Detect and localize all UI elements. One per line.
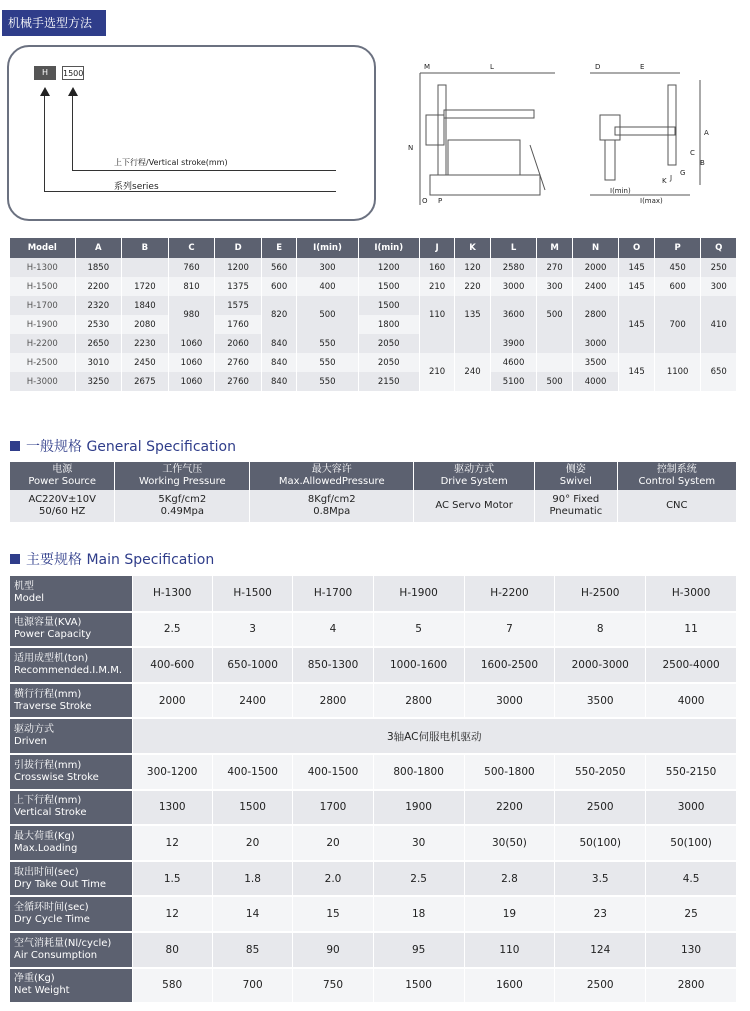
cell: 1200 bbox=[358, 258, 419, 277]
spec-value: 2.5 bbox=[373, 861, 464, 897]
spec-value: H-1700 bbox=[293, 576, 373, 612]
th: N bbox=[572, 238, 619, 258]
th: L bbox=[490, 238, 537, 258]
cell: 1720 bbox=[122, 277, 169, 296]
cell: 840 bbox=[261, 334, 296, 353]
cell: 145 bbox=[619, 296, 654, 353]
cell: 5100 bbox=[490, 372, 537, 391]
cell: 1200 bbox=[215, 258, 262, 277]
spec-label: 全循环时间(sec) Dry Cycle Time bbox=[10, 896, 132, 932]
dimension-table bbox=[10, 238, 737, 391]
cell: 210 bbox=[419, 277, 454, 296]
dim-label: J bbox=[670, 174, 673, 182]
gen-header: 最大容许 Max.AllowedPressure bbox=[250, 462, 414, 490]
cell: 810 bbox=[168, 277, 215, 296]
cell: 1060 bbox=[168, 353, 215, 372]
spec-value: 3000 bbox=[464, 683, 555, 719]
cell: 3000 bbox=[572, 334, 619, 353]
spec-value: 25 bbox=[646, 896, 737, 932]
th: Q bbox=[701, 238, 737, 258]
spec-value: 650-1000 bbox=[212, 647, 292, 683]
spec-label: 横行行程(mm) Traverse Stroke bbox=[10, 683, 132, 719]
cell: 410 bbox=[701, 296, 737, 353]
cell: 500 bbox=[537, 372, 572, 391]
cell: 2320 bbox=[75, 296, 122, 315]
cell: 250 bbox=[701, 258, 737, 277]
spec-row bbox=[10, 647, 737, 683]
spec-value: 750 bbox=[293, 968, 373, 1004]
th: K bbox=[455, 238, 490, 258]
spec-label: 机型 Model bbox=[10, 576, 132, 612]
cell: 210 bbox=[419, 353, 454, 391]
spec-value: 1000-1600 bbox=[373, 647, 464, 683]
spec-value: H-1900 bbox=[373, 576, 464, 612]
cell: 2080 bbox=[122, 315, 169, 334]
spec-value: 23 bbox=[555, 896, 646, 932]
spec-value: 3000 bbox=[646, 790, 737, 826]
cell: 2760 bbox=[215, 353, 262, 372]
gen-header: 电源 Power Source bbox=[10, 462, 115, 490]
dim-label: M bbox=[424, 63, 431, 71]
cell: 550 bbox=[297, 353, 358, 372]
general-heading-text: 一般规格 General Specification bbox=[26, 439, 236, 455]
spec-row bbox=[10, 932, 737, 968]
stroke-code: 1500 bbox=[62, 66, 84, 80]
cell: 2000 bbox=[572, 258, 619, 277]
spec-value: 500-1800 bbox=[464, 754, 555, 790]
main-heading-text: 主要规格 Main Specification bbox=[26, 552, 215, 568]
spec-value: 3.5 bbox=[555, 861, 646, 897]
cell bbox=[419, 334, 454, 353]
cell: 145 bbox=[619, 277, 654, 296]
cell: 4000 bbox=[572, 372, 619, 391]
cell: 1800 bbox=[358, 315, 419, 334]
th: O bbox=[619, 238, 654, 258]
th: E bbox=[261, 238, 296, 258]
stroke-label: 上下行程/Vertical stroke(mm) bbox=[114, 158, 228, 167]
spec-row bbox=[10, 861, 737, 897]
cell: 2760 bbox=[215, 372, 262, 391]
cell: 3000 bbox=[490, 277, 537, 296]
spec-value: 1300 bbox=[132, 790, 212, 826]
dim-label: B bbox=[700, 159, 705, 167]
cell: 2530 bbox=[75, 315, 122, 334]
cell: 1500 bbox=[358, 296, 419, 315]
spec-value: H-1300 bbox=[132, 576, 212, 612]
main-spec-heading bbox=[10, 549, 214, 569]
spec-value: H-2200 bbox=[464, 576, 555, 612]
spec-value: 11 bbox=[646, 612, 737, 648]
gen-value: AC Servo Motor bbox=[414, 490, 535, 522]
spec-value: H-3000 bbox=[646, 576, 737, 612]
spec-value: 90 bbox=[293, 932, 373, 968]
spec-value: 2500 bbox=[555, 790, 646, 826]
spec-value: 2000-3000 bbox=[555, 647, 646, 683]
leader-line bbox=[72, 96, 73, 170]
spec-value: 14 bbox=[212, 896, 292, 932]
gen-value: 8Kgf/cm2 0.8Mpa bbox=[250, 490, 414, 522]
cell: 3250 bbox=[75, 372, 122, 391]
spec-value: 1600 bbox=[464, 968, 555, 1004]
spec-value: 2.5 bbox=[132, 612, 212, 648]
cell: 550 bbox=[297, 334, 358, 353]
spec-value: 3 bbox=[212, 612, 292, 648]
spec-value: 20 bbox=[293, 825, 373, 861]
cell: 840 bbox=[261, 372, 296, 391]
gen-header: 控制系统 Control System bbox=[617, 462, 736, 490]
cell: 700 bbox=[654, 296, 701, 353]
cell: 2230 bbox=[122, 334, 169, 353]
cell: 1760 bbox=[215, 315, 262, 334]
cell: 145 bbox=[619, 353, 654, 391]
th: I(min) bbox=[358, 238, 419, 258]
spec-value: 4 bbox=[293, 612, 373, 648]
spec-value: 4.5 bbox=[646, 861, 737, 897]
cell: 2580 bbox=[490, 258, 537, 277]
th: Model bbox=[10, 238, 75, 258]
cell: 2050 bbox=[358, 353, 419, 372]
cell: 270 bbox=[537, 258, 572, 277]
leader-line bbox=[44, 191, 336, 192]
spec-label: 上下行程(mm) Vertical Stroke bbox=[10, 790, 132, 826]
spec-value: 550-2050 bbox=[555, 754, 646, 790]
cell: 2450 bbox=[122, 353, 169, 372]
spec-value: 2500-4000 bbox=[646, 647, 737, 683]
cell: 980 bbox=[168, 296, 215, 334]
spec-value: 400-600 bbox=[132, 647, 212, 683]
dim-label: G bbox=[680, 169, 686, 177]
cell: 3010 bbox=[75, 353, 122, 372]
spec-value: 3轴AC伺服电机驱动 bbox=[132, 718, 737, 754]
cell: 450 bbox=[654, 258, 701, 277]
dim-label: A bbox=[704, 129, 709, 137]
spec-value: H-1500 bbox=[212, 576, 292, 612]
spec-value: 1700 bbox=[293, 790, 373, 826]
cell: 2150 bbox=[358, 372, 419, 391]
dim-label: D bbox=[595, 63, 601, 71]
spec-value: 2.0 bbox=[293, 861, 373, 897]
cell: 135 bbox=[455, 296, 490, 334]
spec-row bbox=[10, 896, 737, 932]
dim-label: C bbox=[690, 149, 695, 157]
spec-row bbox=[10, 825, 737, 861]
spec-value: 4000 bbox=[646, 683, 737, 719]
spec-label: 最大荷重(Kg) Max.Loading bbox=[10, 825, 132, 861]
th: I(min) bbox=[297, 238, 358, 258]
spec-value: 1600-2500 bbox=[464, 647, 555, 683]
th: B bbox=[122, 238, 169, 258]
spec-value: 12 bbox=[132, 825, 212, 861]
spec-value: 400-1500 bbox=[293, 754, 373, 790]
cell: H-1300 bbox=[10, 258, 75, 277]
cell bbox=[122, 258, 169, 277]
cell: 760 bbox=[168, 258, 215, 277]
cell: 300 bbox=[537, 277, 572, 296]
spec-value: 1.8 bbox=[212, 861, 292, 897]
cell: 240 bbox=[455, 353, 490, 391]
spec-label: 引拔行程(mm) Crosswise Stroke bbox=[10, 754, 132, 790]
spec-value: 1900 bbox=[373, 790, 464, 826]
spec-row bbox=[10, 683, 737, 719]
cell: 400 bbox=[297, 277, 358, 296]
cell: 1375 bbox=[215, 277, 262, 296]
cell: 1060 bbox=[168, 334, 215, 353]
cell: 560 bbox=[261, 258, 296, 277]
th: C bbox=[168, 238, 215, 258]
gen-header: 驱动方式 Drive System bbox=[414, 462, 535, 490]
cell: 1840 bbox=[122, 296, 169, 315]
spec-value: 1500 bbox=[212, 790, 292, 826]
cell: H-2500 bbox=[10, 353, 75, 372]
cell: 2060 bbox=[215, 334, 262, 353]
spec-value: 95 bbox=[373, 932, 464, 968]
arrow-up-icon bbox=[40, 87, 50, 96]
square-bullet-icon bbox=[10, 441, 20, 451]
spec-row bbox=[10, 612, 737, 648]
spec-label: 空气消耗量(Nl/cycle) Air Consumption bbox=[10, 932, 132, 968]
spec-row bbox=[10, 576, 737, 612]
spec-value: 850-1300 bbox=[293, 647, 373, 683]
cell: 3600 bbox=[490, 296, 537, 334]
cell: 2050 bbox=[358, 334, 419, 353]
spec-value: 2800 bbox=[293, 683, 373, 719]
cell bbox=[537, 334, 572, 353]
spec-value: 700 bbox=[212, 968, 292, 1004]
cell: 820 bbox=[261, 296, 296, 334]
spec-value: 300-1200 bbox=[132, 754, 212, 790]
spec-value: 2800 bbox=[373, 683, 464, 719]
cell: H-1700 bbox=[10, 296, 75, 315]
series-code: H bbox=[34, 66, 56, 80]
dim-label: I(min) bbox=[610, 187, 631, 195]
spec-value: 2.8 bbox=[464, 861, 555, 897]
spec-value: 19 bbox=[464, 896, 555, 932]
spec-row bbox=[10, 790, 737, 826]
spec-row bbox=[10, 718, 737, 754]
spec-value: 550-2150 bbox=[646, 754, 737, 790]
gen-value: AC220V±10V 50/60 HZ bbox=[10, 490, 115, 522]
cell: 650 bbox=[701, 353, 737, 391]
dim-label: P bbox=[438, 197, 443, 205]
spec-label: 净重(Kg) Net Weight bbox=[10, 968, 132, 1004]
cell: 500 bbox=[537, 296, 572, 334]
spec-row bbox=[10, 968, 737, 1004]
cell: 3900 bbox=[490, 334, 537, 353]
cell: 550 bbox=[297, 372, 358, 391]
cell: 120 bbox=[455, 258, 490, 277]
spec-value: 110 bbox=[464, 932, 555, 968]
spec-value: 2000 bbox=[132, 683, 212, 719]
cell: 600 bbox=[261, 277, 296, 296]
main-spec-table bbox=[10, 576, 737, 1004]
cell: 2675 bbox=[122, 372, 169, 391]
cell: 160 bbox=[419, 258, 454, 277]
spec-label: 驱动方式 Driven bbox=[10, 718, 132, 754]
cell: 2200 bbox=[75, 277, 122, 296]
cell: 1850 bbox=[75, 258, 122, 277]
spec-value: 130 bbox=[646, 932, 737, 968]
cell: 3500 bbox=[572, 353, 619, 372]
dim-label: L bbox=[490, 63, 494, 71]
spec-value: 8 bbox=[555, 612, 646, 648]
general-spec-table bbox=[10, 462, 737, 522]
cell: 4600 bbox=[490, 353, 537, 372]
leader-line bbox=[72, 170, 336, 171]
spec-value: 50(100) bbox=[555, 825, 646, 861]
th: A bbox=[75, 238, 122, 258]
cell bbox=[455, 334, 490, 353]
arrow-up-icon bbox=[68, 87, 78, 96]
cell: 1500 bbox=[358, 277, 419, 296]
dim-label: N bbox=[408, 144, 414, 152]
cell: 1060 bbox=[168, 372, 215, 391]
cell: 1575 bbox=[215, 296, 262, 315]
spec-value: 124 bbox=[555, 932, 646, 968]
cell: 2400 bbox=[572, 277, 619, 296]
spec-value: 50(100) bbox=[646, 825, 737, 861]
spec-row bbox=[10, 754, 737, 790]
square-bullet-icon bbox=[10, 554, 20, 564]
dim-label: I(max) bbox=[640, 197, 663, 205]
cell: H-1500 bbox=[10, 277, 75, 296]
spec-value: H-2500 bbox=[555, 576, 646, 612]
spec-value: 12 bbox=[132, 896, 212, 932]
cell: 600 bbox=[654, 277, 701, 296]
th: P bbox=[654, 238, 701, 258]
spec-value: 400-1500 bbox=[212, 754, 292, 790]
spec-label: 适用成型机(ton) Recommended.I.M.M. bbox=[10, 647, 132, 683]
cell bbox=[537, 353, 572, 372]
gen-header: 工作气压 Working Pressure bbox=[115, 462, 250, 490]
cell: H-1900 bbox=[10, 315, 75, 334]
gen-header: 侧姿 Swivel bbox=[535, 462, 618, 490]
spec-value: 2500 bbox=[555, 968, 646, 1004]
spec-value: 5 bbox=[373, 612, 464, 648]
cell: 300 bbox=[297, 258, 358, 277]
page-title: 机械手选型方法 bbox=[2, 10, 106, 36]
cell: 145 bbox=[619, 258, 654, 277]
general-spec-heading bbox=[10, 436, 236, 456]
cell: 1100 bbox=[654, 353, 701, 391]
spec-value: 85 bbox=[212, 932, 292, 968]
cell: 110 bbox=[419, 296, 454, 334]
cell: 220 bbox=[455, 277, 490, 296]
cell: H-2200 bbox=[10, 334, 75, 353]
spec-value: 18 bbox=[373, 896, 464, 932]
cell: H-3000 bbox=[10, 372, 75, 391]
spec-value: 1500 bbox=[373, 968, 464, 1004]
cell: 300 bbox=[701, 277, 737, 296]
dim-label: K bbox=[662, 177, 667, 185]
spec-value: 580 bbox=[132, 968, 212, 1004]
model-code-box bbox=[7, 45, 376, 221]
cell: 2800 bbox=[572, 296, 619, 334]
spec-value: 7 bbox=[464, 612, 555, 648]
cell: 500 bbox=[297, 296, 358, 334]
gen-value: 90° Fixed Pneumatic bbox=[535, 490, 618, 522]
series-label: 系列series bbox=[114, 182, 159, 192]
spec-value: 2200 bbox=[464, 790, 555, 826]
dim-label: O bbox=[422, 197, 428, 205]
spec-value: 20 bbox=[212, 825, 292, 861]
cell: 2650 bbox=[75, 334, 122, 353]
cell: 840 bbox=[261, 353, 296, 372]
spec-value: 1.5 bbox=[132, 861, 212, 897]
spec-value: 800-1800 bbox=[373, 754, 464, 790]
spec-value: 30(50) bbox=[464, 825, 555, 861]
dim-label: E bbox=[640, 63, 645, 71]
spec-value: 15 bbox=[293, 896, 373, 932]
th: D bbox=[215, 238, 262, 258]
gen-value: 5Kgf/cm2 0.49Mpa bbox=[115, 490, 250, 522]
leader-line bbox=[44, 96, 45, 191]
robot-dimension-diagram bbox=[400, 55, 745, 210]
th: J bbox=[419, 238, 454, 258]
spec-value: 3500 bbox=[555, 683, 646, 719]
spec-value: 80 bbox=[132, 932, 212, 968]
spec-value: 2400 bbox=[212, 683, 292, 719]
spec-value: 30 bbox=[373, 825, 464, 861]
gen-value: CNC bbox=[617, 490, 736, 522]
spec-value: 2800 bbox=[646, 968, 737, 1004]
spec-label: 取出时间(sec) Dry Take Out Time bbox=[10, 861, 132, 897]
spec-label: 电源容量(KVA) Power Capacity bbox=[10, 612, 132, 648]
th: M bbox=[537, 238, 572, 258]
